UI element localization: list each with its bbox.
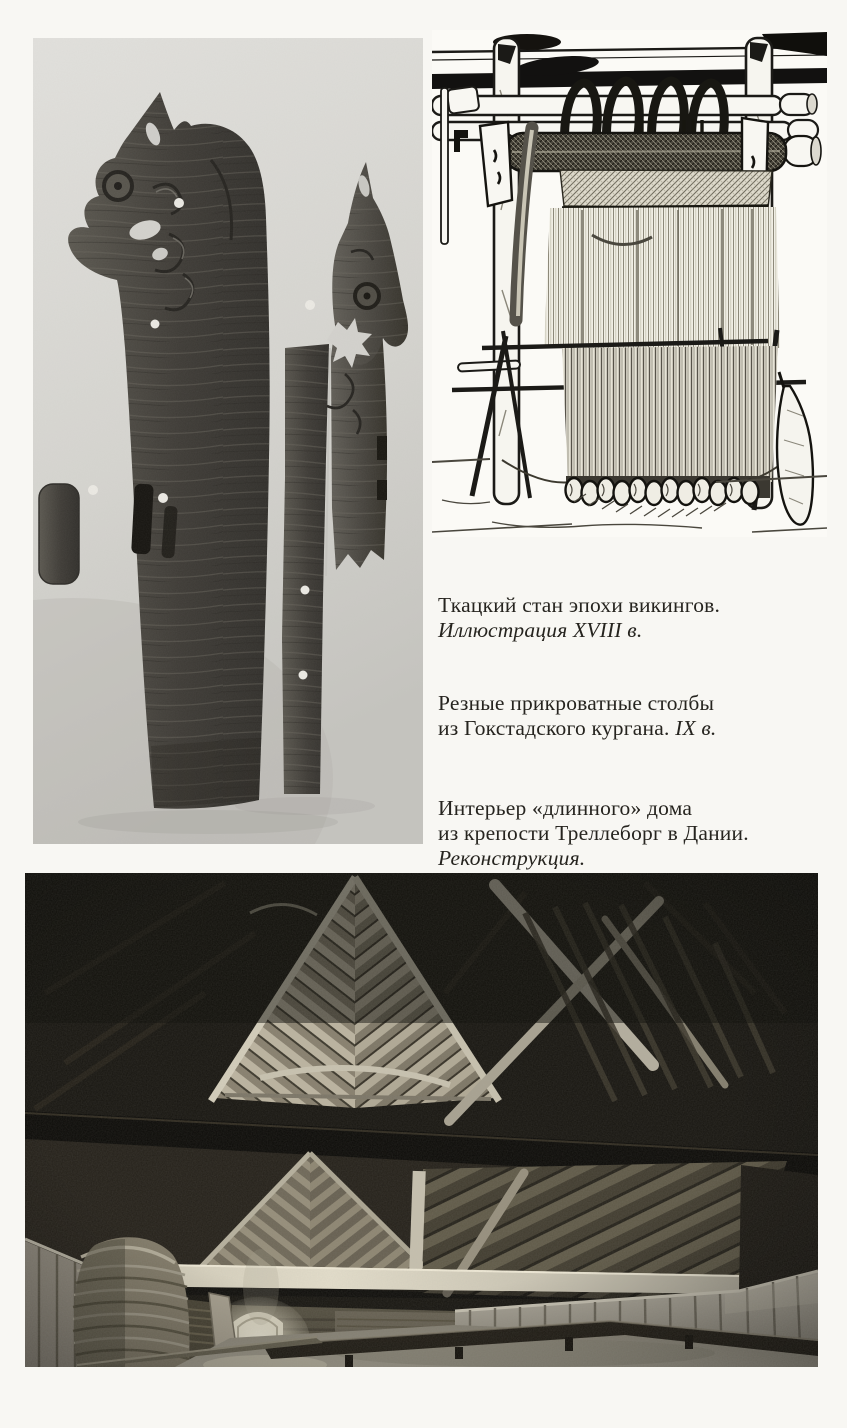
photo-grain-overlay: [25, 873, 818, 1367]
engraving-viking-loom: [432, 30, 827, 537]
caption-longhouse-credit: Реконструкция.: [438, 845, 586, 870]
photo-grain-overlay: [33, 38, 423, 844]
left-stick: [441, 88, 448, 244]
woven-cloth: [560, 170, 772, 208]
caption-loom-line1: Ткацкий стан эпохи викингов.: [438, 592, 721, 617]
caption-bedposts: [438, 691, 838, 741]
caption-bedposts-line2: из Гокстадского кургана.: [438, 715, 670, 740]
rail-peg: [446, 86, 479, 114]
caption-bedposts-line1: Резные прикроватные столбы: [438, 690, 715, 715]
caption-longhouse-line2: из крепости Треллеборг в Дании.: [438, 820, 749, 845]
photo-carved-bedposts: [33, 38, 423, 844]
bedposts-photo-canvas: [33, 38, 423, 844]
longhouse-photo-canvas: [25, 873, 818, 1367]
cloth-beam: [495, 133, 821, 171]
caption-loom: [438, 593, 838, 643]
loom-engraving-canvas: [432, 30, 827, 537]
photo-longhouse-interior: [25, 873, 818, 1367]
caption-longhouse: [438, 796, 838, 871]
caption-longhouse-line1: Интерьер «длинного» дома: [438, 795, 693, 820]
caption-bedposts-date: IX в.: [675, 715, 717, 740]
caption-loom-credit: Иллюстрация XVIII в.: [438, 617, 643, 642]
